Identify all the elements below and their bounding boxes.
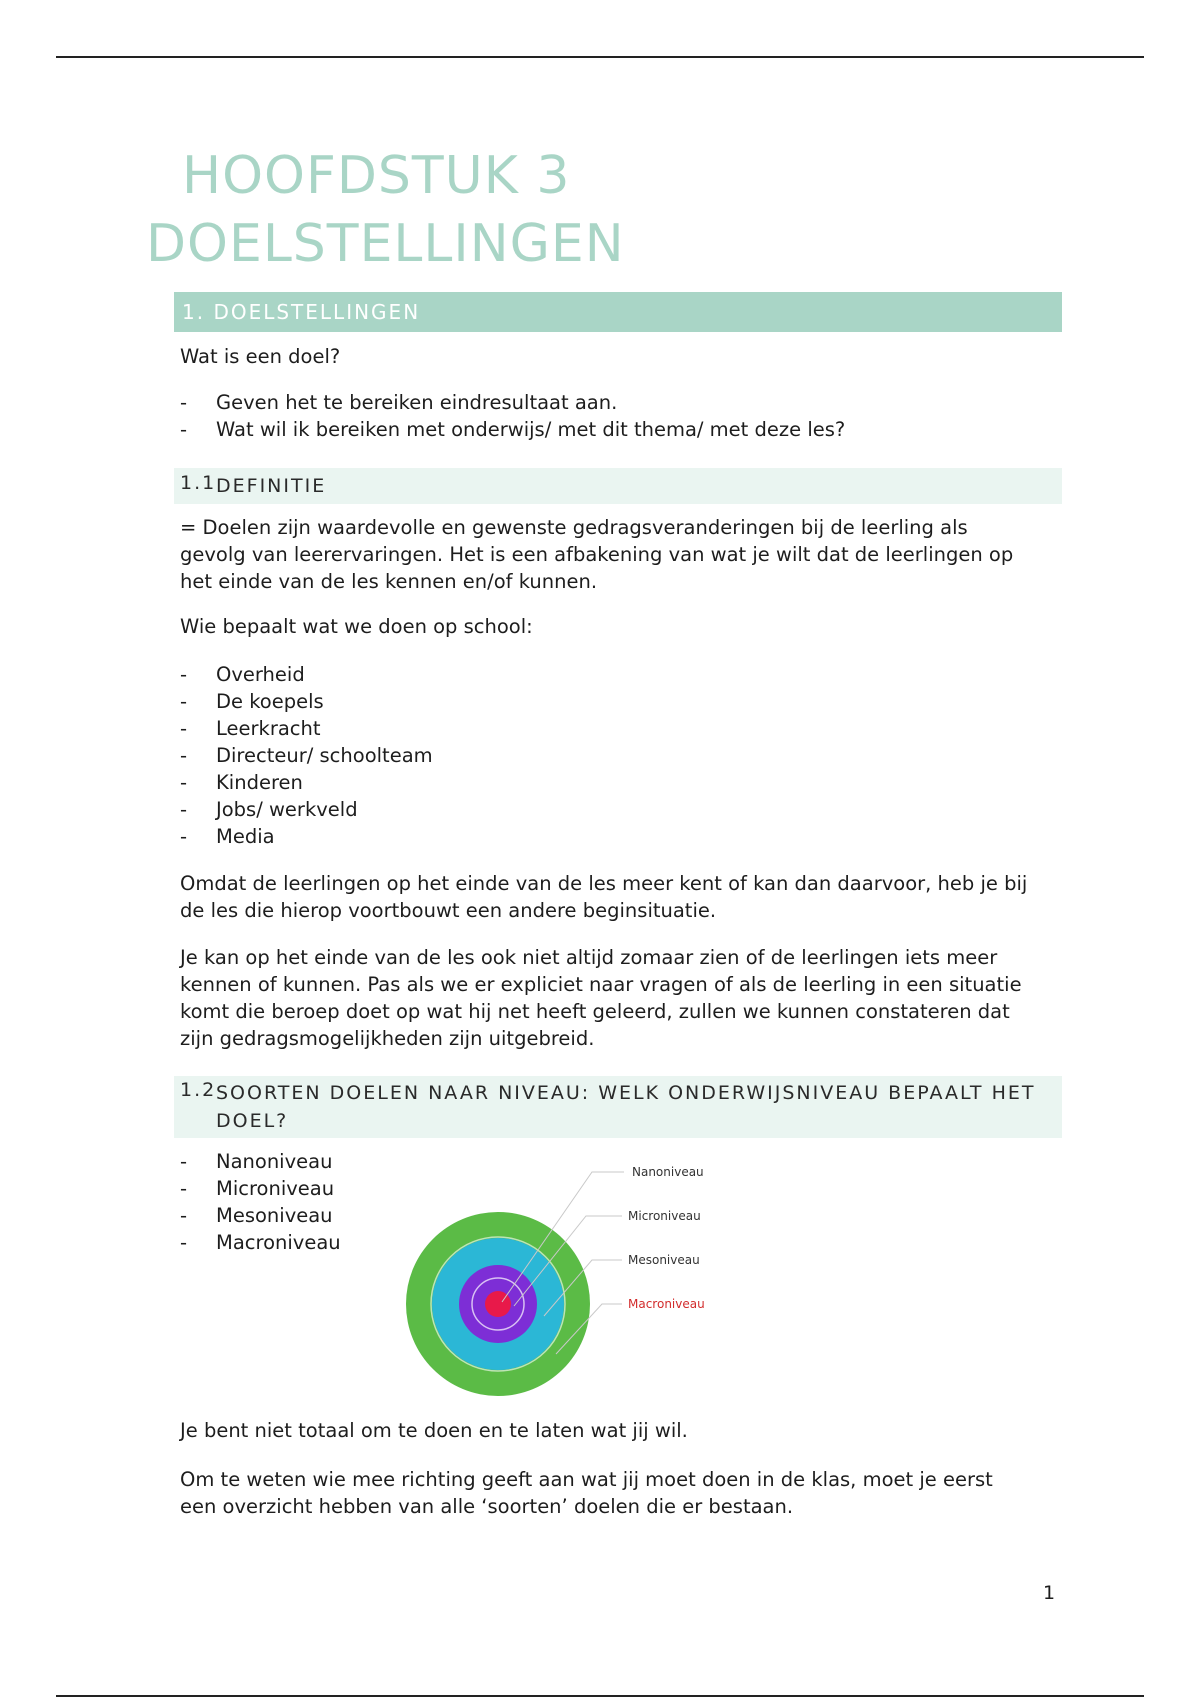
list-item: - Kinderen bbox=[180, 769, 433, 796]
list-item: - Geven het te bereiken eindresultaat aan. bbox=[180, 389, 845, 416]
page-number: 1 bbox=[1043, 1582, 1056, 1604]
list-item: - Directeur/ schoolteam bbox=[180, 742, 433, 769]
definition-paragraph bbox=[180, 514, 1013, 595]
section-title: DEFINITIE bbox=[216, 475, 327, 497]
section-title-line: DOEL? bbox=[216, 1110, 289, 1132]
list-item: - Jobs/ werkveld bbox=[180, 796, 433, 823]
text-line: kennen of kunnen. Pas als we er expliciet naar vragen of als de leerling in een situatie bbox=[180, 973, 1022, 996]
text-line: Om te weten wie mee richting geeft aan wat jij moet doen in de klas, moet je eerst bbox=[180, 1468, 993, 1491]
list-item: - Macroniveau bbox=[180, 1229, 341, 1256]
text-line: = Doelen zijn waardevolle en gewenste gedragsveranderingen bij de leerling als bbox=[180, 516, 968, 539]
text-line: een overzicht hebben van alle ‘soorten’ doelen die er bestaan. bbox=[180, 1495, 794, 1518]
paragraph-totaal: Je bent niet totaal om te doen en te laten wat jij wil. bbox=[180, 1419, 688, 1442]
paragraph-omdat bbox=[180, 870, 1027, 924]
intro-list bbox=[180, 389, 845, 443]
text-line: Je kan op het einde van de les ook niet altijd zomaar zien of de leerlingen iets meer bbox=[180, 946, 998, 969]
list-item: - Media bbox=[180, 823, 433, 850]
who-question: Wie bepaalt wat we doen op school: bbox=[180, 615, 533, 638]
footer-rule bbox=[56, 1695, 1144, 1697]
text-line: het einde van de les kennen en/of kunnen. bbox=[180, 570, 598, 593]
label-nanoniveau: Nanoniveau bbox=[632, 1165, 704, 1179]
list-item: - De koepels bbox=[180, 688, 433, 715]
intro-question: Wat is een doel? bbox=[180, 345, 341, 368]
paragraph-om-te bbox=[180, 1466, 993, 1520]
list-item: - Mesoniveau bbox=[180, 1202, 341, 1229]
header-rule bbox=[56, 56, 1144, 58]
chapter-subtitle: DOELSTELLINGEN bbox=[146, 214, 625, 274]
list-item: - Overheid bbox=[180, 661, 433, 688]
label-macroniveau: Macroniveau bbox=[628, 1297, 705, 1311]
label-mesoniveau: Mesoniveau bbox=[628, 1253, 700, 1267]
who-list bbox=[180, 661, 433, 850]
label-microniveau: Microniveau bbox=[628, 1209, 701, 1223]
section-heading-1-2 bbox=[174, 1076, 1062, 1138]
list-item: - Nanoniveau bbox=[180, 1148, 341, 1175]
list-item: - Microniveau bbox=[180, 1175, 341, 1202]
paragraph-je-kan bbox=[180, 944, 1022, 1052]
chapter-title: HOOFDSTUK 3 bbox=[182, 146, 571, 206]
section-number: 1.2 bbox=[180, 1079, 217, 1101]
list-item: - Wat wil ik bereiken met onderwijs/ met dit thema/ met deze les? bbox=[180, 416, 845, 443]
section-heading-1-1 bbox=[174, 468, 1062, 504]
levels-diagram bbox=[396, 1154, 736, 1404]
section-number: 1.1 bbox=[180, 472, 217, 494]
text-line: Omdat de leerlingen op het einde van de les meer kent of kan dan daarvoor, heb je bij bbox=[180, 872, 1028, 895]
text-line: de les die hierop voortbouwt een andere beginsituatie. bbox=[180, 899, 717, 922]
section-title-line: SOORTEN DOELEN NAAR NIVEAU: WELK ONDERWIJSNIVEAU BEPAALT HET bbox=[216, 1082, 1036, 1104]
level-list bbox=[180, 1148, 341, 1256]
text-line: gevolg van leerervaringen. Het is een afbakening van wat je wilt dat de leerlingen op bbox=[180, 543, 1014, 566]
text-line: zijn gedragsmogelijkheden zijn uitgebreid. bbox=[180, 1027, 595, 1050]
section-heading-1: 1. DOELSTELLINGEN bbox=[174, 292, 1062, 332]
text-line: komt die beroep doet op wat hij net heeft geleerd, zullen we kunnen constateren dat bbox=[180, 1000, 1010, 1023]
list-item: - Leerkracht bbox=[180, 715, 433, 742]
